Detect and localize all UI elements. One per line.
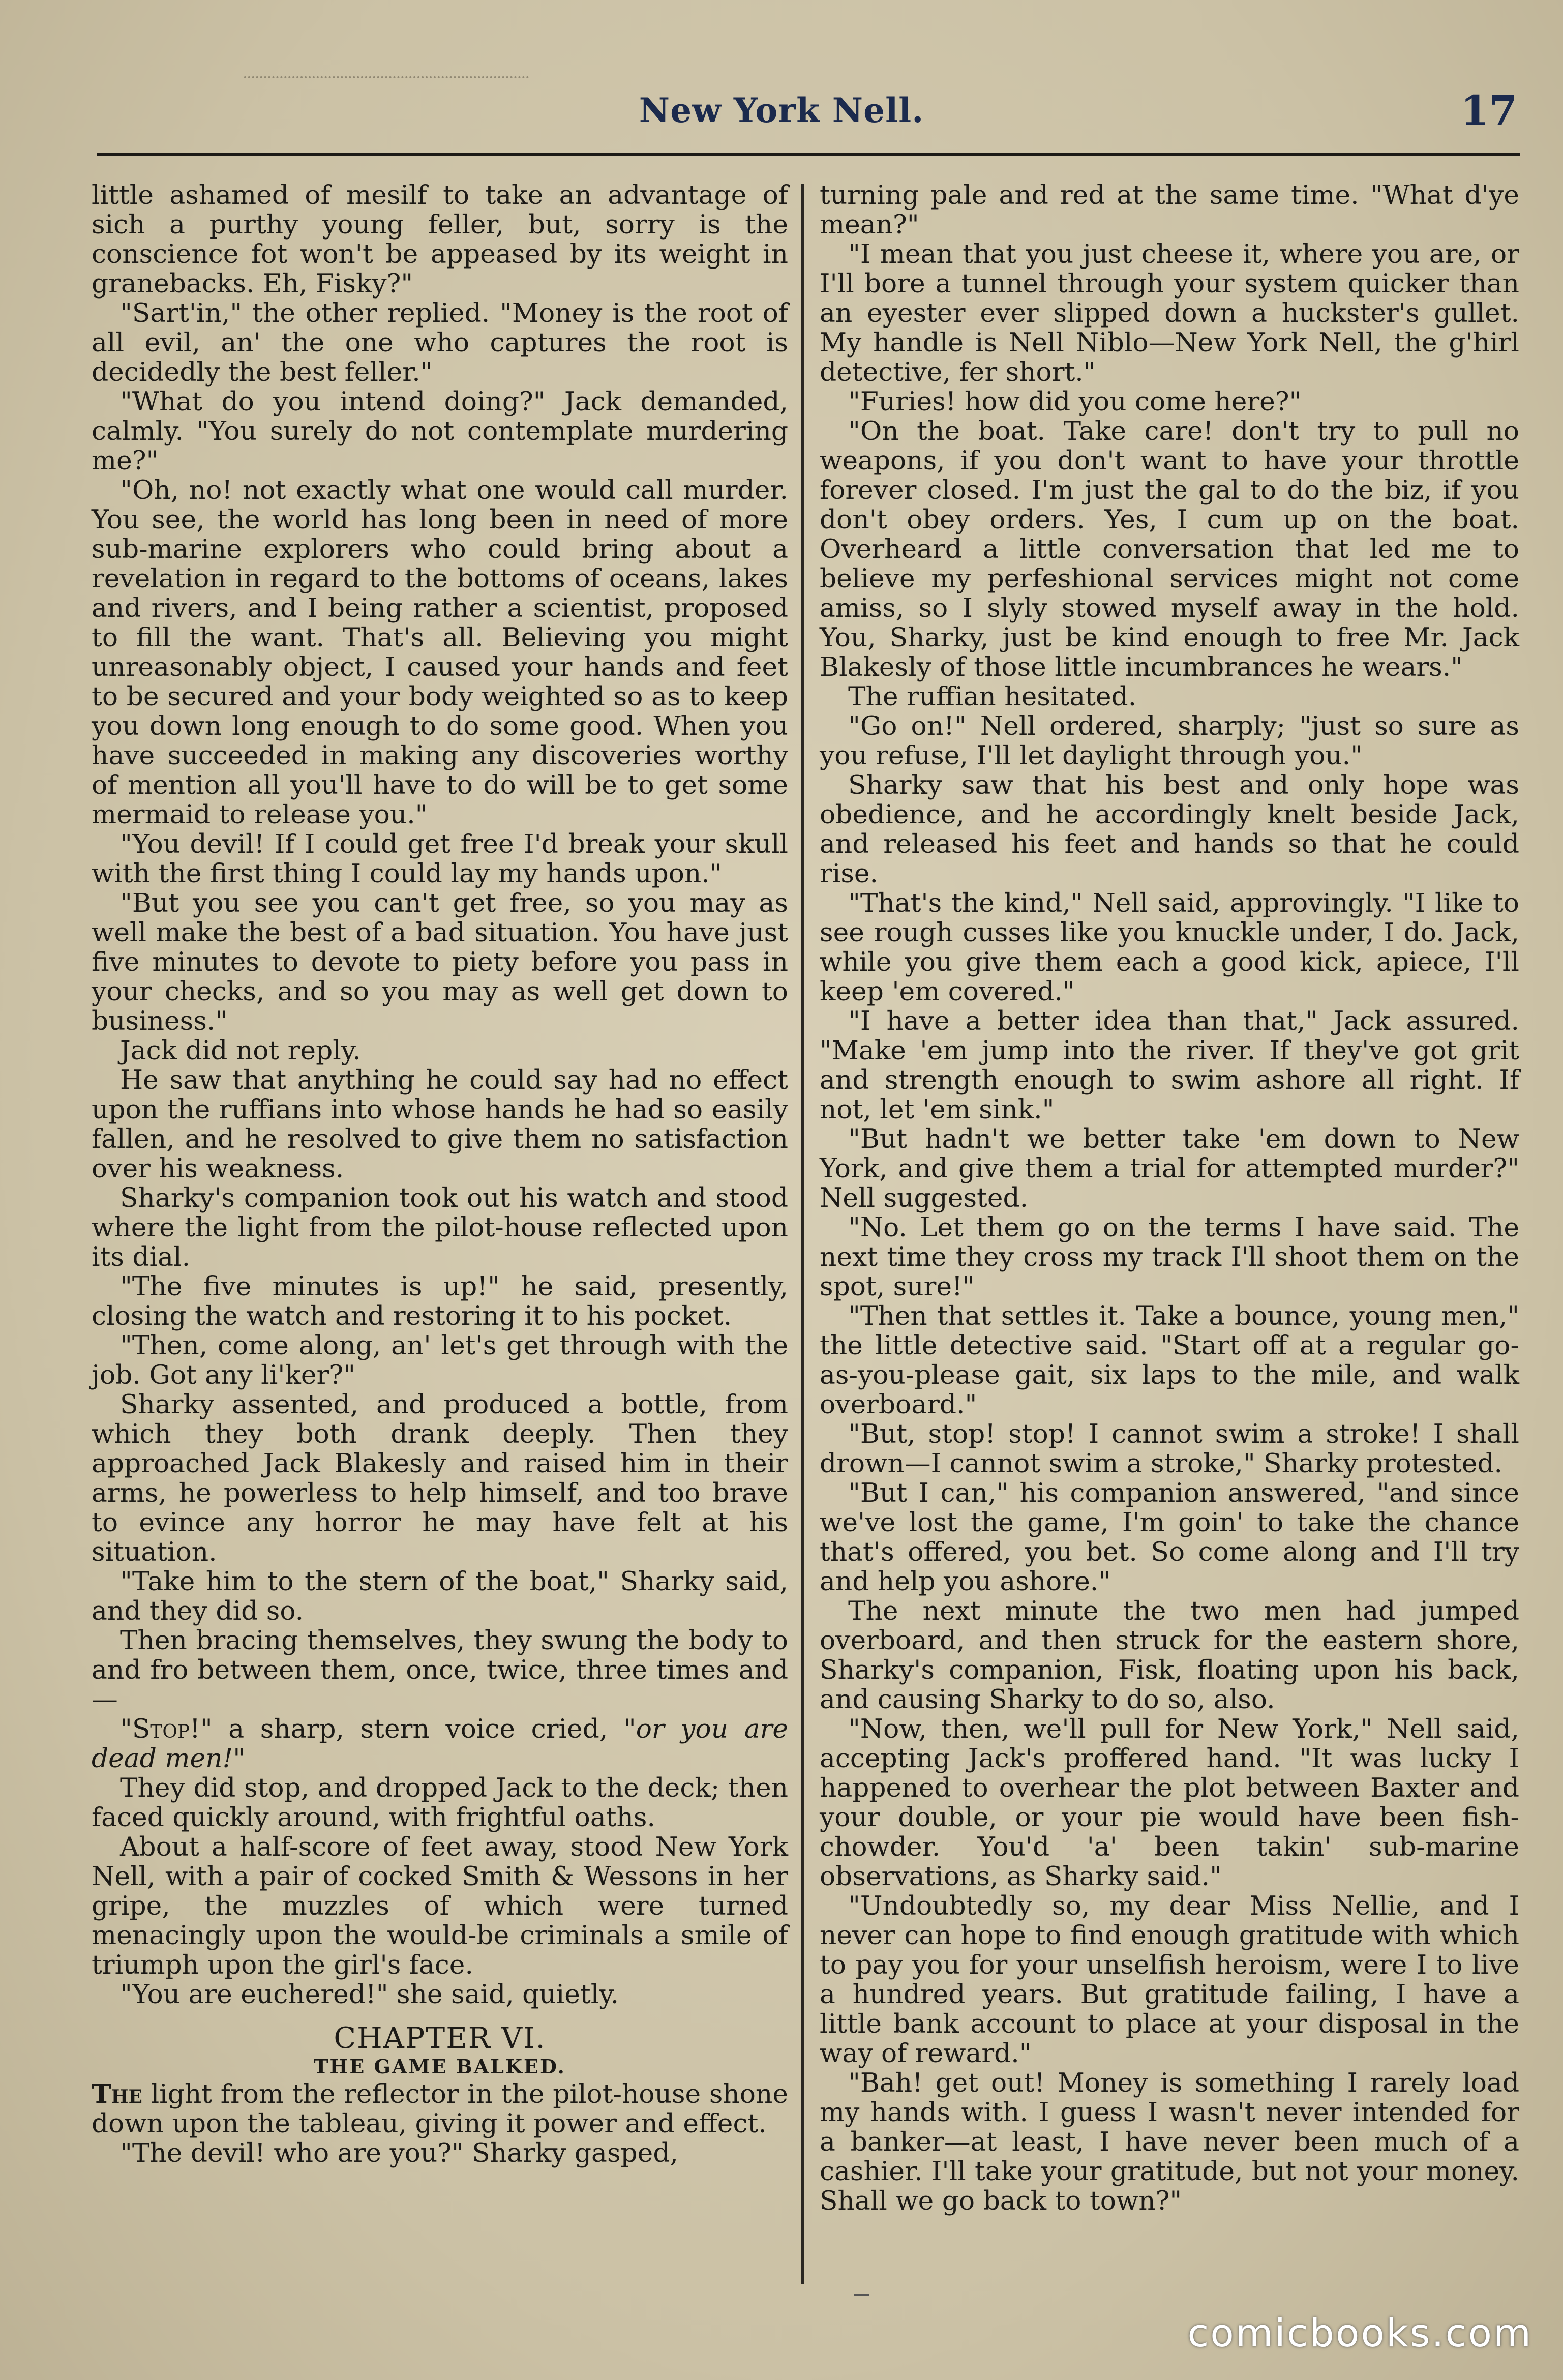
paragraph: They did stop, and dropped Jack to the deck; then faced quickly around, with frightful oaths. [92, 1773, 788, 1833]
paragraph: "But I can," his companion answered, "and since we've lost the game, I'm goin' to take the chance that's offered, you bet. So come along and I'll try and help you ashore." [820, 1478, 1519, 1597]
paragraph: "Sart'in," the other replied. "Money is the root of all evil, an' the one who captures the root is decidedly the best feller." [92, 298, 788, 388]
print-marks [244, 76, 529, 81]
paragraph: "Take him to the stern of the boat," Sharky said, and they did so. [92, 1566, 788, 1626]
paragraph: "That's the kind," Nell said, approvingly. "I like to see rough cusses like you knuckle under, I do. Jack, while you give them each a good kick, apiece, I'll keep 'em covered." [820, 888, 1519, 1007]
paragraph: Sharky saw that his best and only hope was obedience, and he accordingly knelt beside Jack, and released his feet and hands so that he could rise. [820, 770, 1519, 889]
paragraph: "But hadn't we better take 'em down to New York, and give them a trial for attempted murder?" Nell suggested. [820, 1124, 1519, 1213]
paragraph: "Now, then, we'll pull for New York," Nell said, accepting Jack's proffered hand. "It was lucky I happened to overhear the plot between Baxter and your double, or your pie would have been fish-chowder. You'd 'a' been takin' sub-marine observations, as Sharky said." [820, 1714, 1519, 1892]
paragraph: "On the boat. Take care! don't try to pull no weapons, if you don't want to have your throttle forever closed. I'm just the gal to do the biz, if you don't obey orders. Yes, I cum up on the boat. Overheard a little conversation that led me to believe my perfeshional services might not come amiss, so I slyly stowed myself away in the hold. You, Sharky, just be kind enough to free Mr. Jack Blakesly of those little incumbrances he wears." [820, 416, 1519, 682]
paragraph: "You are euchered!" she said, quietly. [120, 1979, 619, 2010]
paragraph: The next minute the two men had jumped overboard, and then struck for the eastern shore, Sharky's companion, Fisk, floating upon his back, and causing Sharky to do so, also. [820, 1596, 1519, 1715]
chapter-heading: CHAPTER VI. [334, 2021, 546, 2055]
paragraph: "You devil! If I could get free I'd break your skull with the first thing I could lay my hands upon." [92, 829, 788, 889]
stop-shout: "Stop!" [120, 1714, 213, 1744]
paragraph: "Oh, no! not exactly what one would call murder. You see, the world has long been in need of more sub-marine explorers who could bring about a revelation in regard to the bottoms of oceans, lakes and rivers, and I being rather a scientist, proposed to fill the want. That's all. Believing you might unreasonably object, I caused your hands and feet to be secured and your body weighted so as to keep you down long enough to do some good. When you have succeeded in making any discoveries worthy of mention all you'll have to do will be to get some mermaid to release you." [92, 475, 788, 830]
paragraph: "I mean that you just cheese it, where you are, or I'll bore a tunnel through your system quicker than an eyester ever slipped down a huckster's gullet. My handle is Nell Niblo—New York Nell, the g'hirl detective, fer short." [820, 239, 1519, 388]
page-header-title: New York Nell. [639, 91, 924, 130]
paragraph: "Furies! how did you come here?" [848, 386, 1302, 417]
paragraph [92, 1714, 788, 1773]
right-column [820, 181, 1519, 2216]
print-mark [854, 2294, 869, 2296]
paragraph: "No. Let them go on the terms I have said. The next time they cross my track I'll shoot them on the spot, sure!" [820, 1212, 1519, 1302]
paragraph: "Bah! get out! Money is something I rarely load my hands with. I guess I wasn't never intended for a banker—at least, I have never been much of a cashier. I'll take your gratitude, but not your money. Shall we go back to town?" [820, 2068, 1519, 2216]
paragraph: "Then, come along, an' let's get through with the job. Got any li'ker?" [92, 1330, 788, 1390]
header-rule [97, 153, 1520, 156]
lead-word: The [92, 2078, 142, 2109]
chapter-subtitle: THE GAME BALKED. [314, 2055, 566, 2078]
paragraph: Jack did not reply. [120, 1035, 361, 1066]
paragraph [92, 2079, 788, 2138]
italic-text: "or you are dead men!" [92, 1714, 788, 1774]
paragraph: "But you see you can't get free, so you may as well make the best of a bad situation. You have just five minutes to devote to piety before you pass in your checks, and so you may as well get down to business." [92, 888, 788, 1036]
page-number: 17 [1460, 86, 1517, 134]
paragraph: "Undoubtedly so, my dear Miss Nellie, and I never can hope to find enough gratitude with which to pay you for your unselfish heroism, were I to live a hundred years. But gratitude failing, I have a little bank account to place at your disposal in the way of reward." [820, 1891, 1519, 2069]
paragraph: Then bracing themselves, they swung the body to and fro between them, once, twice, three times and— [92, 1625, 788, 1715]
paragraph: About a half-score of feet away, stood New York Nell, with a pair of cocked Smith & Wessons in her gripe, the muzzles of which were turned menacingly upon the would-be criminals a smile of triumph upon the girl's face. [92, 1832, 788, 1980]
paragraph: "I have a better idea than that," Jack assured. "Make 'em jump into the river. If they've got grit and strength enough to swim ashore all right. If not, let 'em sink." [820, 1006, 1519, 1125]
paragraph: "The devil! who are you?" Sharky gasped, [120, 2138, 678, 2168]
paragraph: "Then that settles it. Take a bounce, young men," the little detective said. "Start off at a regular go-as-you-please gait, six laps to the mile, and walk overboard." [820, 1301, 1519, 1420]
left-column [92, 181, 788, 2168]
text-run: a sharp, stern voice cried, [212, 1714, 624, 1744]
paragraph: He saw that anything he could say had no effect upon the ruffians into whose hands he had so easily fallen, and he resolved to give them no satisfaction over his weakness. [92, 1065, 788, 1184]
paragraph: "What do you intend doing?" Jack demanded, calmly. "You surely do not contemplate murdering me?" [92, 386, 788, 476]
watermark: comicbooks.com [1187, 2310, 1532, 2356]
paragraph: Sharky assented, and produced a bottle, from which they both drank deeply. Then they approached Jack Blakesly and raised him in their arms, he powerless to help himself, and too brave to evince any horror he may have felt at his situation. [92, 1389, 788, 1567]
paragraph: "Go on!" Nell ordered, sharply; "just so sure as you refuse, I'll let daylight through you." [820, 711, 1519, 771]
paragraph: "The five minutes is up!" he said, presently, closing the watch and restoring it to his pocket. [92, 1271, 788, 1331]
column-divider [801, 184, 804, 2284]
paragraph: little ashamed of mesilf to take an advantage of sich a purthy young feller, but, sorry is the conscience fot won't be appeased by its weight in granebacks. Eh, Fisky?" [92, 180, 788, 299]
paragraph: The ruffian hesitated. [848, 681, 1137, 712]
paragraph: Sharky's companion took out his watch and stood where the light from the pilot-house reflected upon its dial. [92, 1183, 788, 1272]
paragraph: "But, stop! stop! I cannot swim a stroke! I shall drown—I cannot swim a stroke," Sharky protested. [820, 1419, 1519, 1479]
paragraph: turning pale and red at the same time. "What d'ye mean?" [820, 180, 1519, 240]
text-run: light from the reflector in the pilot-house shone down upon the tableau, giving it power and effect. [92, 2079, 788, 2139]
